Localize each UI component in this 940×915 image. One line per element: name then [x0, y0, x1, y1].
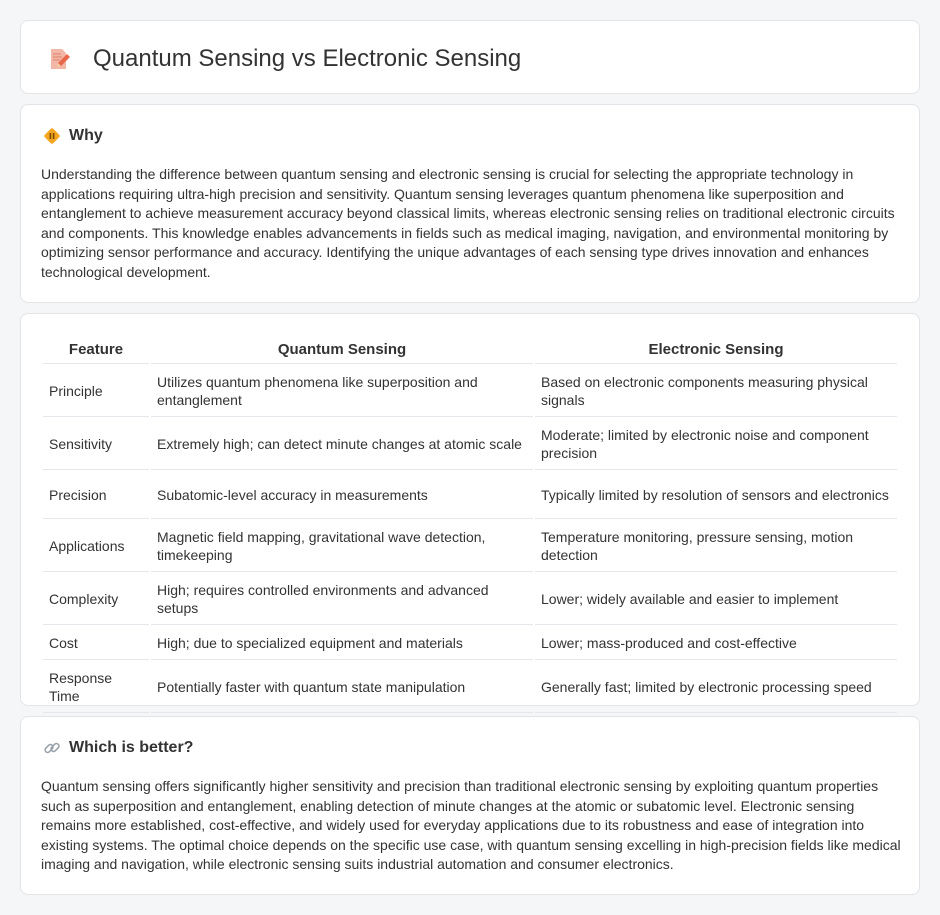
table-row: [43, 627, 897, 660]
row-feature-cell: Response Time: [43, 662, 149, 713]
better-heading: Which is better?: [69, 739, 194, 756]
row-quantum-cell: Utilizes quantum phenomena like superposition and entanglement: [151, 366, 533, 417]
pencil-document-icon: [47, 47, 71, 71]
link-icon: [43, 739, 61, 757]
why-section: [20, 104, 920, 303]
row-electronic-cell: Lower; widely available and easier to implement: [535, 574, 897, 625]
row-feature-cell: Principle: [43, 366, 149, 417]
comparison-section: [20, 313, 920, 706]
row-feature-cell: Complexity: [43, 574, 149, 625]
table-row: [43, 521, 897, 572]
comparison-table: [41, 334, 899, 715]
row-electronic-cell: Moderate; limited by electronic noise and component precision: [535, 419, 897, 470]
row-feature-cell: Precision: [43, 472, 149, 519]
header-quantum-sensing: Quantum Sensing: [151, 336, 533, 364]
page-title: Quantum Sensing vs Electronic Sensing: [93, 45, 522, 72]
table-row: [43, 662, 897, 713]
row-electronic-cell: Temperature monitoring, pressure sensing, motion detection: [535, 521, 897, 572]
row-quantum-cell: Potentially faster with quantum state manipulation: [151, 662, 533, 713]
why-heading: Why: [69, 127, 103, 144]
row-feature-cell: Cost: [43, 627, 149, 660]
table-row: [43, 472, 897, 519]
header-electronic-sensing: Electronic Sensing: [535, 336, 897, 364]
table-row: [43, 419, 897, 470]
why-body: Understanding the difference between quantum sensing and electronic sensing is crucial for selecting the appropriate technology in applications requiring ultra-high precision and sensitivity. Quantum sensing leverages quantum phenomena like superposition and entanglement to achieve measurement accuracy beyond classical limits, whereas electronic sensing relies on traditional electronic circuits and components. This knowledge enables advancements in fields such as medical imaging, navigation, and environmental monitoring by optimizing sensor performance and accuracy. Identifying the unique advantages of each sensing type drives innovation and enhances technological development.: [41, 166, 895, 280]
better-body: Quantum sensing offers significantly higher sensitivity and precision than traditional electronic sensing by exploiting quantum properties such as superposition and entanglement, enabling detection of minute changes at the atomic or subatomic level. Electronic sensing remains more established, cost-effective, and widely used for everyday applications due to its robustness and ease of integration into existing systems. The optimal choice depends on the specific use case, with quantum sensing excelling in high-precision fields like medical imaging and navigation, while electronic sensing suits industrial automation and consumer electronics.: [41, 778, 901, 872]
row-quantum-cell: Magnetic field mapping, gravitational wave detection, timekeeping: [151, 521, 533, 572]
header-card: [20, 20, 920, 94]
diamond-sign-icon: [43, 127, 61, 145]
row-feature-cell: Sensitivity: [43, 419, 149, 470]
row-electronic-cell: Generally fast; limited by electronic processing speed: [535, 662, 897, 713]
row-feature-cell: Applications: [43, 521, 149, 572]
row-electronic-cell: Based on electronic components measuring physical signals: [535, 366, 897, 417]
row-electronic-cell: Lower; mass-produced and cost-effective: [535, 627, 897, 660]
which-is-better-section: [20, 716, 920, 895]
row-quantum-cell: High; requires controlled environments and advanced setups: [151, 574, 533, 625]
row-quantum-cell: Extremely high; can detect minute changes at atomic scale: [151, 419, 533, 470]
table-row: [43, 366, 897, 417]
table-header-row: [43, 336, 897, 364]
header-feature: Feature: [43, 336, 149, 364]
row-quantum-cell: High; due to specialized equipment and materials: [151, 627, 533, 660]
row-electronic-cell: Typically limited by resolution of sensors and electronics: [535, 472, 897, 519]
row-quantum-cell: Subatomic-level accuracy in measurements: [151, 472, 533, 519]
table-row: [43, 574, 897, 625]
